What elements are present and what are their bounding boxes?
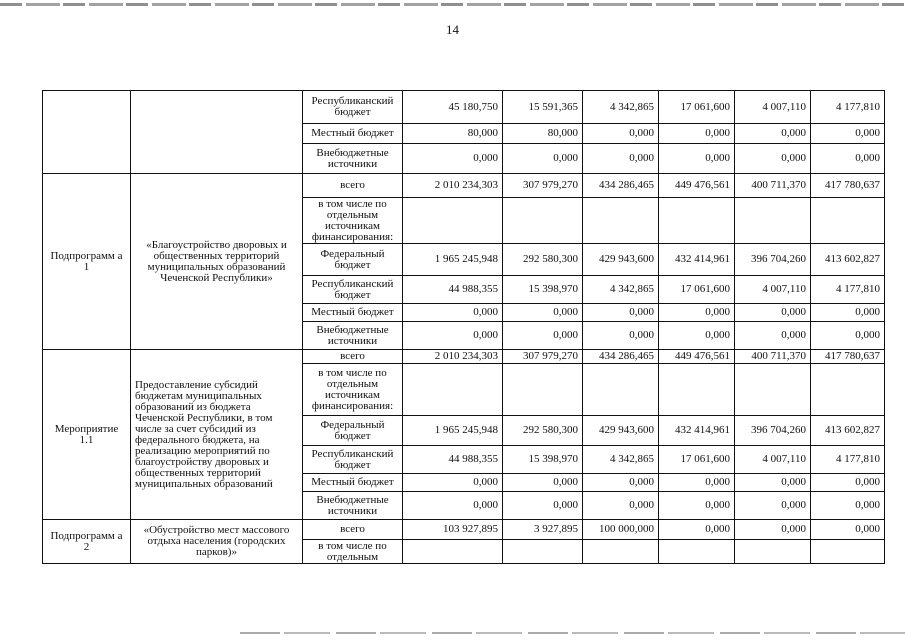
total-value: 0,000	[403, 322, 503, 350]
year-value: 0,000	[503, 144, 583, 174]
year-value: 0,000	[735, 124, 811, 144]
year-value: 4 007,110	[735, 91, 811, 124]
year-value	[735, 364, 811, 416]
year-value	[503, 540, 583, 564]
year-value	[583, 540, 659, 564]
program-description: Предоставление субсидий бюджетам муниципальных образований из бюджета Чеченской Республики, в том числе за счет субсидий из федерального бюджета, на реализацию мероприятий по благоустройству дворовых и общественных территорий муниципальных образований	[131, 350, 303, 520]
year-value: 15 398,970	[503, 276, 583, 304]
year-value: 17 061,600	[659, 446, 735, 474]
year-value: 4 342,865	[583, 446, 659, 474]
total-value: 1 965 245,948	[403, 416, 503, 446]
year-value: 0,000	[659, 144, 735, 174]
year-value: 15 591,365	[503, 91, 583, 124]
year-value: 0,000	[503, 304, 583, 322]
funding-source: всего	[303, 174, 403, 198]
year-value: 0,000	[583, 322, 659, 350]
program-description: «Благоустройство дворовых и общественных территорий муниципальных образований Чеченской Республики»	[131, 174, 303, 350]
year-value: 100 000,000	[583, 520, 659, 540]
year-value	[503, 364, 583, 416]
year-value: 434 286,465	[583, 174, 659, 198]
total-value: 0,000	[403, 304, 503, 322]
total-value	[403, 364, 503, 416]
funding-source: Федеральный бюджет	[303, 244, 403, 276]
year-value	[583, 198, 659, 244]
year-value: 4 007,110	[735, 276, 811, 304]
year-value: 0,000	[583, 144, 659, 174]
year-value: 0,000	[735, 304, 811, 322]
total-value: 44 988,355	[403, 276, 503, 304]
total-value: 2 010 234,303	[403, 350, 503, 364]
table-row	[43, 91, 885, 124]
year-value: 0,000	[735, 492, 811, 520]
budget-table	[42, 90, 885, 564]
year-value	[659, 198, 735, 244]
funding-source: в том числе по отдельным источникам финансирования:	[303, 364, 403, 416]
funding-source: всего	[303, 350, 403, 364]
page-number: 14	[446, 22, 459, 37]
funding-source: всего	[303, 520, 403, 540]
funding-source: Внебюджетные источники	[303, 322, 403, 350]
year-value	[735, 540, 811, 564]
year-value: 292 580,300	[503, 416, 583, 446]
funding-source: Внебюджетные источники	[303, 144, 403, 174]
year-value: 449 476,561	[659, 350, 735, 364]
total-value: 1 965 245,948	[403, 244, 503, 276]
year-value: 396 704,260	[735, 244, 811, 276]
year-value: 400 711,370	[735, 350, 811, 364]
total-value: 0,000	[403, 492, 503, 520]
year-value: 434 286,465	[583, 350, 659, 364]
total-value: 0,000	[403, 144, 503, 174]
year-value: 307 979,270	[503, 174, 583, 198]
year-value: 4 177,810	[811, 276, 885, 304]
table-row	[43, 520, 885, 540]
year-value: 0,000	[583, 124, 659, 144]
table-row	[43, 174, 885, 198]
year-value: 0,000	[659, 474, 735, 492]
total-value: 0,000	[403, 474, 503, 492]
year-value: 0,000	[583, 304, 659, 322]
year-value: 429 943,600	[583, 244, 659, 276]
program-name: Подпрограмм а 2	[43, 520, 131, 564]
year-value: 413 602,827	[811, 244, 885, 276]
year-value: 0,000	[735, 474, 811, 492]
year-value: 417 780,637	[811, 350, 885, 364]
total-value	[403, 540, 503, 564]
year-value: 4 342,865	[583, 91, 659, 124]
year-value: 0,000	[583, 474, 659, 492]
year-value: 413 602,827	[811, 416, 885, 446]
total-value: 44 988,355	[403, 446, 503, 474]
year-value: 0,000	[583, 492, 659, 520]
year-value	[811, 364, 885, 416]
year-value: 432 414,961	[659, 244, 735, 276]
year-value	[811, 540, 885, 564]
year-value: 0,000	[735, 520, 811, 540]
program-cell-continued	[43, 91, 131, 174]
total-value: 80,000	[403, 124, 503, 144]
year-value: 0,000	[811, 144, 885, 174]
year-value	[503, 198, 583, 244]
year-value: 449 476,561	[659, 174, 735, 198]
year-value	[811, 198, 885, 244]
year-value: 3 927,895	[503, 520, 583, 540]
year-value: 0,000	[659, 492, 735, 520]
funding-source: Федеральный бюджет	[303, 416, 403, 446]
scan-top-edge	[0, 3, 905, 6]
year-value: 429 943,600	[583, 416, 659, 446]
year-value: 17 061,600	[659, 91, 735, 124]
year-value: 4 007,110	[735, 446, 811, 474]
table-row	[43, 350, 885, 364]
year-value: 0,000	[503, 474, 583, 492]
funding-source: Местный бюджет	[303, 304, 403, 322]
year-value	[735, 198, 811, 244]
year-value: 292 580,300	[503, 244, 583, 276]
year-value: 0,000	[659, 124, 735, 144]
year-value: 15 398,970	[503, 446, 583, 474]
year-value: 0,000	[659, 520, 735, 540]
program-name: Подпрограмм а 1	[43, 174, 131, 350]
year-value: 0,000	[659, 322, 735, 350]
total-value: 2 010 234,303	[403, 174, 503, 198]
funding-source: Местный бюджет	[303, 474, 403, 492]
year-value: 0,000	[811, 492, 885, 520]
year-value: 0,000	[503, 492, 583, 520]
year-value: 0,000	[811, 520, 885, 540]
funding-source: в том числе по отдельным источникам финансирования:	[303, 198, 403, 244]
year-value	[659, 364, 735, 416]
total-value: 103 927,895	[403, 520, 503, 540]
description-cell-continued	[131, 91, 303, 174]
year-value: 0,000	[735, 322, 811, 350]
year-value: 4 177,810	[811, 446, 885, 474]
funding-source: Республиканский бюджет	[303, 91, 403, 124]
year-value	[659, 540, 735, 564]
total-value	[403, 198, 503, 244]
year-value: 0,000	[811, 124, 885, 144]
year-value: 0,000	[811, 474, 885, 492]
year-value	[583, 364, 659, 416]
year-value: 0,000	[659, 304, 735, 322]
year-value: 307 979,270	[503, 350, 583, 364]
funding-source: в том числе по отдельным	[303, 540, 403, 564]
year-value: 400 711,370	[735, 174, 811, 198]
funding-source: Республиканский бюджет	[303, 276, 403, 304]
scan-bottom-edge	[240, 632, 905, 634]
year-value: 432 414,961	[659, 416, 735, 446]
year-value: 0,000	[811, 322, 885, 350]
year-value: 0,000	[811, 304, 885, 322]
year-value: 396 704,260	[735, 416, 811, 446]
funding-source: Местный бюджет	[303, 124, 403, 144]
funding-source: Внебюджетные источники	[303, 492, 403, 520]
year-value: 0,000	[503, 322, 583, 350]
funding-source: Республиканский бюджет	[303, 446, 403, 474]
year-value: 0,000	[735, 144, 811, 174]
year-value: 4 342,865	[583, 276, 659, 304]
year-value: 417 780,637	[811, 174, 885, 198]
program-description: «Обустройство мест массового отдыха населения (городских парков)»	[131, 520, 303, 564]
program-name: Мероприятие 1.1	[43, 350, 131, 520]
total-value: 45 180,750	[403, 91, 503, 124]
year-value: 17 061,600	[659, 276, 735, 304]
year-value: 80,000	[503, 124, 583, 144]
year-value: 4 177,810	[811, 91, 885, 124]
